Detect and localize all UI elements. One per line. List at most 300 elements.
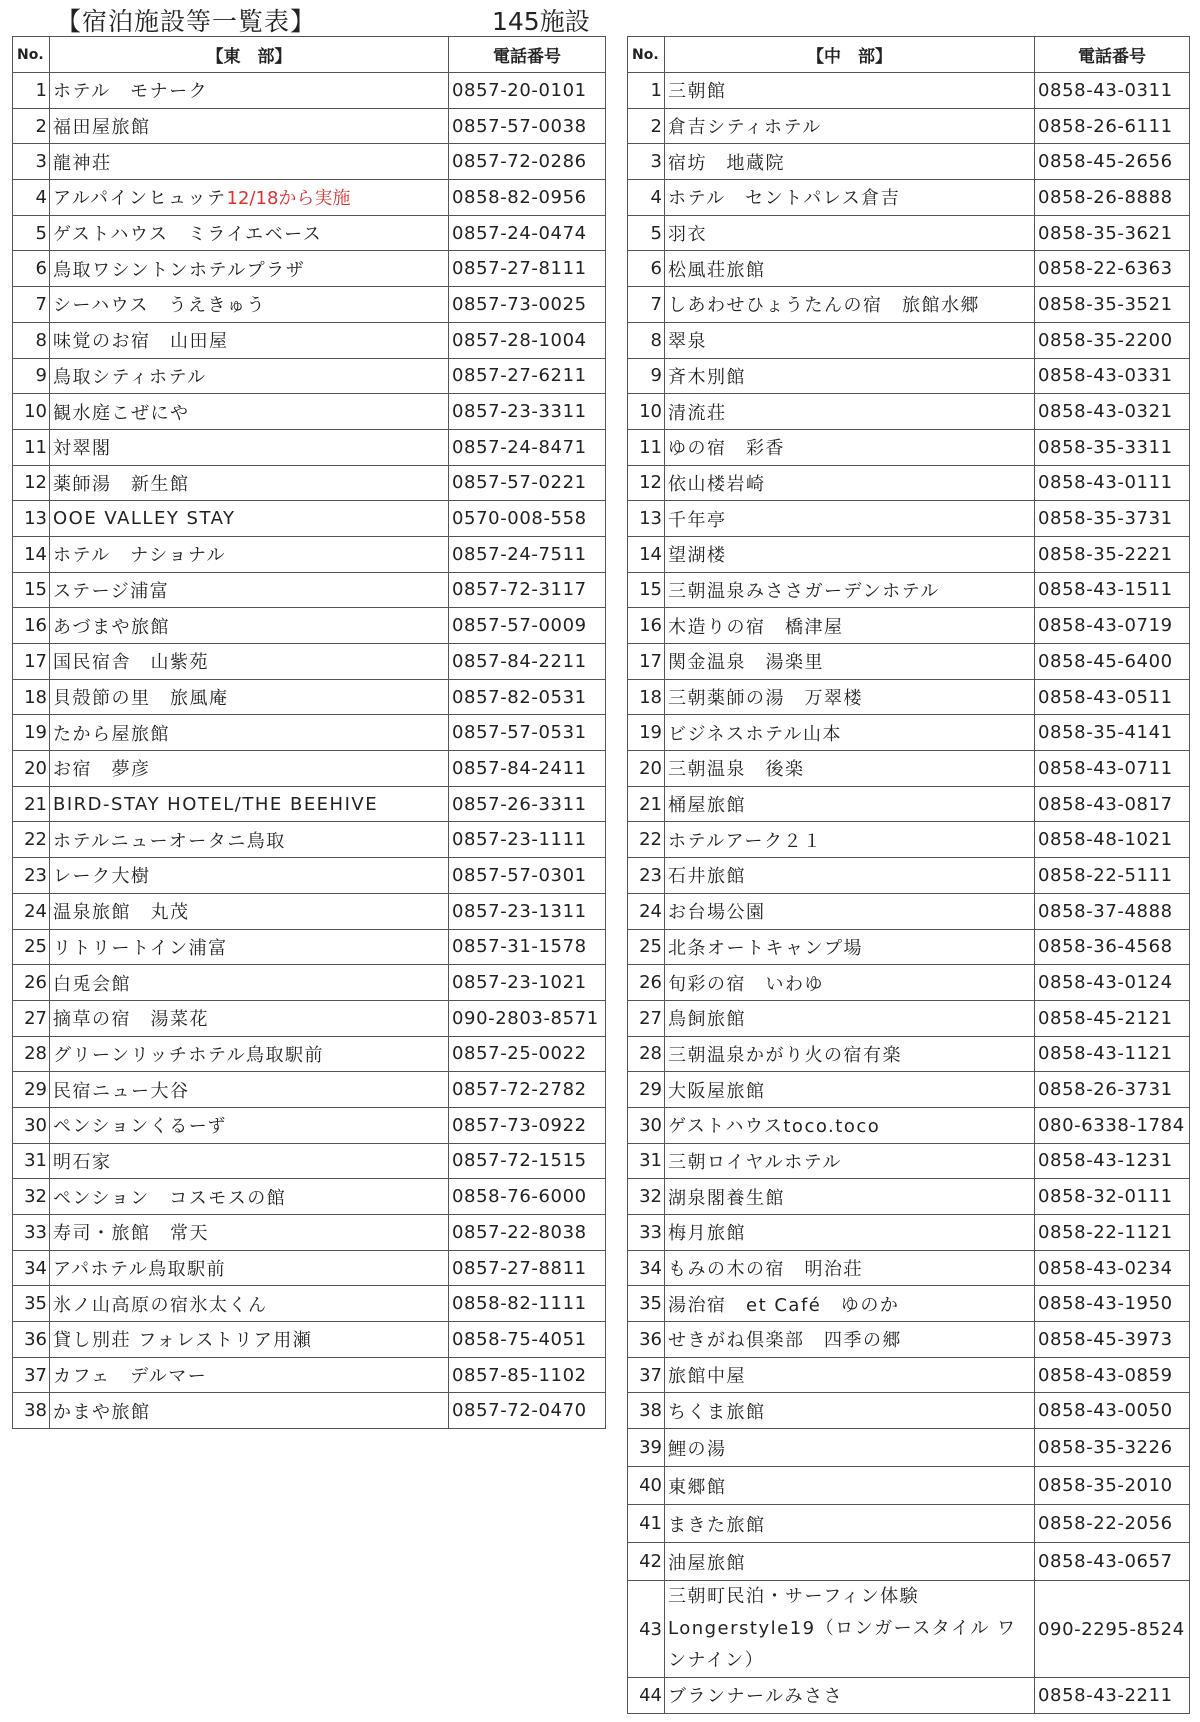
table-row: [628, 144, 1190, 180]
facility-name: 油屋旅館: [668, 1552, 746, 1574]
table-row: [13, 1179, 606, 1215]
facility-name-cell: [665, 1143, 1035, 1179]
facility-name-cell: [665, 858, 1035, 894]
table-row: [628, 751, 1190, 787]
facility-name: ゲストハウス ミライエベース: [53, 224, 323, 246]
row-number: 27: [13, 1000, 50, 1036]
facility-name: 三朝ロイヤルホテル: [668, 1151, 842, 1173]
facility-name-cell: [665, 251, 1035, 287]
facility-name: レーク大樹: [53, 866, 151, 888]
facility-name-cell: [50, 358, 449, 394]
facility-name-cell: [665, 358, 1035, 394]
table-row: [628, 1678, 1190, 1714]
row-number: 43: [628, 1581, 665, 1678]
table-row: [13, 501, 606, 537]
facility-name-cell: [50, 429, 449, 465]
table-row: [13, 1250, 606, 1286]
facility-name: ちくま旅館: [668, 1401, 766, 1423]
facility-name-cell: [50, 465, 449, 501]
facility-name-cell: [665, 536, 1035, 572]
phone-number: 0857-23-3311: [449, 394, 606, 430]
table-row: [13, 1286, 606, 1322]
facility-name: 三朝温泉 後楽: [668, 759, 805, 781]
row-number: 35: [628, 1286, 665, 1322]
row-number: 41: [628, 1505, 665, 1543]
facility-name: 三朝館: [668, 81, 727, 103]
facility-name-cell: [665, 287, 1035, 323]
facility-name-cell: [665, 715, 1035, 751]
facility-note: 12/18から実施: [226, 188, 351, 210]
table-row: [628, 501, 1190, 537]
row-number: 15: [13, 572, 50, 608]
phone-number: 0858-43-0111: [1035, 465, 1190, 501]
row-number: 12: [628, 465, 665, 501]
facility-name: 対翠閣: [53, 438, 112, 460]
facility-name: 望湖楼: [668, 545, 727, 567]
facility-name: ビジネスホテル山本: [668, 723, 843, 745]
phone-number: 0858-43-0234: [1035, 1250, 1190, 1286]
phone-number: 0857-23-1311: [449, 893, 606, 929]
facility-name-cell: [665, 73, 1035, 109]
facility-name: しあわせひょうたんの宿 旅館水郷: [668, 295, 980, 317]
facility-name-cell: [50, 608, 449, 644]
facility-name-cell: [665, 322, 1035, 358]
table-row: [13, 858, 606, 894]
table-row: [628, 644, 1190, 680]
facility-name-cell: [50, 1000, 449, 1036]
facility-name-cell: [50, 715, 449, 751]
facility-name-cell: [50, 751, 449, 787]
phone-number: 0857-25-0022: [449, 1036, 606, 1072]
phone-number: 0858-43-0050: [1035, 1393, 1190, 1429]
table-row: [628, 1250, 1190, 1286]
phone-number: 0858-43-1121: [1035, 1036, 1190, 1072]
phone-number: 0858-43-0711: [1035, 751, 1190, 787]
facility-name: 東郷館: [668, 1476, 727, 1498]
phone-number: 0858-35-3311: [1035, 429, 1190, 465]
table-row: [628, 822, 1190, 858]
facility-name-cell: [50, 858, 449, 894]
table-row: [628, 1179, 1190, 1215]
row-number: 26: [13, 965, 50, 1001]
facility-name-cell: [50, 572, 449, 608]
phone-number: 0858-43-0321: [1035, 394, 1190, 430]
table-row: [628, 394, 1190, 430]
phone-number: 0858-26-3731: [1035, 1072, 1190, 1108]
facility-name-cell: [665, 822, 1035, 858]
table-header-row: [13, 37, 606, 73]
facility-name-cell: [50, 1107, 449, 1143]
table-row: [628, 786, 1190, 822]
row-number: 5: [628, 215, 665, 251]
facility-name: 大阪屋旅館: [668, 1080, 766, 1102]
phone-number: 0857-84-2411: [449, 751, 606, 787]
row-number: 27: [628, 1000, 665, 1036]
table-row: [13, 822, 606, 858]
row-number: 10: [628, 394, 665, 430]
row-number: 32: [628, 1179, 665, 1215]
phone-number: 0857-73-0025: [449, 287, 606, 323]
facility-name: ステージ浦富: [53, 580, 170, 602]
table-row: [628, 679, 1190, 715]
row-number: 28: [13, 1036, 50, 1072]
table-row: [13, 215, 606, 251]
table-row: [628, 287, 1190, 323]
facility-name-cell: [665, 1072, 1035, 1108]
table-row: [13, 429, 606, 465]
facility-name-cell: [665, 1322, 1035, 1358]
table-header-row: [628, 37, 1190, 73]
row-number: 42: [628, 1543, 665, 1581]
facility-name-cell: [50, 251, 449, 287]
facility-name: 旅館中屋: [668, 1366, 746, 1388]
facility-name: ペンション コスモスの館: [53, 1187, 287, 1209]
phone-number: 0857-26-3311: [449, 786, 606, 822]
facility-name-cell: [665, 394, 1035, 430]
phone-number: 0570-008-558: [449, 501, 606, 537]
facility-name-cell: [50, 322, 449, 358]
row-number: 1: [13, 73, 50, 109]
facility-name: 石井旅館: [668, 866, 746, 888]
facility-name: アパホテル鳥取駅前: [53, 1259, 227, 1281]
phone-number: 0858-43-0657: [1035, 1543, 1190, 1581]
row-number: 7: [628, 287, 665, 323]
phone-number: 0858-43-0124: [1035, 965, 1190, 1001]
facility-name-cell: [665, 144, 1035, 180]
phone-number: 0858-82-1111: [449, 1286, 606, 1322]
phone-number: 0857-72-0470: [449, 1393, 606, 1429]
table-row: [628, 73, 1190, 109]
facility-name: 龍神荘: [53, 152, 112, 174]
facility-name-cell: [50, 965, 449, 1001]
row-number: 11: [628, 429, 665, 465]
table-row: [13, 1322, 606, 1358]
row-number: 18: [13, 679, 50, 715]
row-number: 19: [628, 715, 665, 751]
phone-number: 0858-22-2056: [1035, 1505, 1190, 1543]
row-number: 23: [628, 858, 665, 894]
phone-number: 0857-57-0038: [449, 108, 606, 144]
phone-number: 0857-22-8038: [449, 1215, 606, 1251]
facility-name: 国民宿舎 山紫苑: [53, 652, 209, 674]
phone-number: 0858-22-1121: [1035, 1215, 1190, 1251]
row-number: 15: [628, 572, 665, 608]
row-number: 17: [628, 644, 665, 680]
phone-number: 090-2295-8524: [1035, 1581, 1190, 1678]
phone-number: 0857-31-1578: [449, 929, 606, 965]
facility-name: 明石家: [53, 1151, 112, 1173]
row-number: 14: [628, 536, 665, 572]
phone-number: 0858-26-6111: [1035, 108, 1190, 144]
east-region-table: [12, 36, 606, 1429]
facility-name-cell: [50, 893, 449, 929]
phone-number: 0858-45-2656: [1035, 144, 1190, 180]
facility-name: もみの木の宿 明治荘: [668, 1259, 863, 1281]
facility-name-cell: [50, 1036, 449, 1072]
facility-name: 松風荘旅館: [668, 259, 766, 281]
table-row: [13, 929, 606, 965]
facility-name-cell: [665, 465, 1035, 501]
row-number: 36: [628, 1322, 665, 1358]
facility-name-cell: [665, 679, 1035, 715]
phone-number: 0857-57-0301: [449, 858, 606, 894]
central-region-table: [627, 36, 1190, 1714]
table-row: [13, 751, 606, 787]
header-region-east: 【東 部】: [50, 37, 449, 73]
table-row: [13, 644, 606, 680]
table-row: [628, 429, 1190, 465]
row-number: 9: [13, 358, 50, 394]
table-row: [628, 929, 1190, 965]
facility-name: お宿 夢彦: [53, 759, 151, 781]
facility-name: たから屋旅館: [53, 723, 170, 745]
row-number: 40: [628, 1467, 665, 1505]
row-number: 33: [628, 1215, 665, 1251]
phone-number: 0857-23-1111: [449, 822, 606, 858]
header-no: No.: [13, 37, 50, 73]
phone-number: 0857-82-0531: [449, 679, 606, 715]
table-row: [628, 1429, 1190, 1467]
phone-number: 0858-35-2221: [1035, 536, 1190, 572]
facility-name-cell: [665, 1000, 1035, 1036]
table-row: [628, 572, 1190, 608]
facility-name: 斉木別館: [668, 366, 746, 388]
row-number: 18: [628, 679, 665, 715]
header-no: No.: [628, 37, 665, 73]
table-row: [13, 1215, 606, 1251]
table-row: [628, 180, 1190, 216]
table-row: [628, 1072, 1190, 1108]
row-number: 16: [13, 608, 50, 644]
facility-name-cell: [665, 1467, 1035, 1505]
table-row: [628, 536, 1190, 572]
table-row: [628, 215, 1190, 251]
row-number: 21: [628, 786, 665, 822]
phone-number: 0857-73-0922: [449, 1107, 606, 1143]
facility-name-cell: [50, 501, 449, 537]
phone-number: 0857-57-0531: [449, 715, 606, 751]
table-row: [13, 465, 606, 501]
facility-name-cell: [665, 1581, 1035, 1678]
table-row: [628, 1393, 1190, 1429]
facility-name: アルパインヒュッテ: [53, 188, 227, 210]
row-number: 11: [13, 429, 50, 465]
facility-name-cell: [665, 1678, 1035, 1714]
facility-name-cell: [665, 1429, 1035, 1467]
row-number: 26: [628, 965, 665, 1001]
row-number: 19: [13, 715, 50, 751]
table-row: [13, 1107, 606, 1143]
row-number: 8: [13, 322, 50, 358]
phone-number: 0858-43-0331: [1035, 358, 1190, 394]
table-row: [628, 1036, 1190, 1072]
table-row: [628, 1543, 1190, 1581]
row-number: 37: [13, 1357, 50, 1393]
facility-name: 薬師湯 新生館: [53, 473, 190, 495]
header-tel: 電話番号: [449, 37, 606, 73]
facility-name: 旬彩の宿 いわゆ: [668, 973, 824, 995]
table-row: [13, 1393, 606, 1429]
phone-number: 0858-35-3731: [1035, 501, 1190, 537]
facility-name-cell: [665, 215, 1035, 251]
facility-name-cell: [665, 501, 1035, 537]
row-number: 9: [628, 358, 665, 394]
phone-number: 0858-43-0859: [1035, 1357, 1190, 1393]
facility-name: 梅月旅館: [668, 1223, 746, 1245]
row-number: 29: [628, 1072, 665, 1108]
facility-name: 湖泉閣養生館: [668, 1187, 785, 1209]
row-number: 34: [628, 1250, 665, 1286]
table-row: [13, 394, 606, 430]
phone-number: 0858-35-4141: [1035, 715, 1190, 751]
facility-name-cell: [50, 180, 449, 216]
facility-name-cell: [665, 751, 1035, 787]
facility-name: ホテルアーク２１: [668, 830, 823, 852]
row-number: 4: [13, 180, 50, 216]
row-number: 6: [13, 251, 50, 287]
facility-name: 三朝町民泊・サーフィン体験 Longerstyle19（ロンガースタイル ワンナイン）: [668, 1586, 1017, 1672]
table-row: [13, 1143, 606, 1179]
facility-name-cell: [50, 1286, 449, 1322]
facility-name-cell: [50, 73, 449, 109]
facility-count: 145施設: [492, 7, 590, 36]
facility-name: 観水庭こぜにや: [53, 402, 190, 424]
table-row: [628, 1286, 1190, 1322]
table-row: [628, 1215, 1190, 1251]
table-row: [628, 1143, 1190, 1179]
row-number: 44: [628, 1678, 665, 1714]
row-number: 35: [13, 1286, 50, 1322]
row-number: 3: [628, 144, 665, 180]
facility-name: 摘草の宿 湯菜花: [53, 1009, 209, 1031]
table-row: [628, 1000, 1190, 1036]
table-row: [13, 108, 606, 144]
facility-name: ホテル セントパレス倉吉: [668, 188, 901, 210]
facility-name: BIRD-STAY HOTEL/THE BEEHIVE: [53, 793, 379, 815]
table-row: [628, 358, 1190, 394]
facility-name: お台場公園: [668, 902, 766, 924]
facility-name: ゆの宿 彩香: [668, 438, 785, 460]
table-row: [13, 893, 606, 929]
facility-name: 鳥飼旅館: [668, 1009, 746, 1031]
row-number: 30: [13, 1107, 50, 1143]
phone-number: 0858-75-4051: [449, 1322, 606, 1358]
phone-number: 090-2803-8571: [449, 1000, 606, 1036]
phone-number: 0858-45-2121: [1035, 1000, 1190, 1036]
facility-name-cell: [50, 929, 449, 965]
facility-name: ペンションくるーず: [53, 1116, 227, 1138]
table-row: [628, 858, 1190, 894]
phone-number: 0857-24-7511: [449, 536, 606, 572]
facility-name: 翠泉: [668, 331, 707, 353]
facility-name-cell: [50, 1179, 449, 1215]
facility-name-cell: [50, 536, 449, 572]
table-row: [628, 1581, 1190, 1678]
row-number: 25: [13, 929, 50, 965]
phone-number: 0857-72-0286: [449, 144, 606, 180]
row-number: 7: [13, 287, 50, 323]
phone-number: 0857-28-1004: [449, 322, 606, 358]
table-row: [13, 287, 606, 323]
table-row: [13, 786, 606, 822]
table-row: [628, 1467, 1190, 1505]
row-number: 33: [13, 1215, 50, 1251]
row-number: 31: [628, 1143, 665, 1179]
table-row: [13, 1072, 606, 1108]
table-row: [13, 572, 606, 608]
phone-number: 0857-24-8471: [449, 429, 606, 465]
table-row: [628, 1107, 1190, 1143]
table-row: [628, 965, 1190, 1001]
title-row: [0, 0, 1200, 36]
row-number: 2: [628, 108, 665, 144]
phone-number: 0858-43-0719: [1035, 608, 1190, 644]
facility-name: 木造りの宿 橋津屋: [668, 616, 844, 638]
facility-name: OOE VALLEY STAY: [53, 508, 236, 530]
facility-name-cell: [665, 1543, 1035, 1581]
phone-number: 0858-76-6000: [449, 1179, 606, 1215]
facility-name-cell: [665, 893, 1035, 929]
facility-name: カフェ デルマー: [53, 1366, 208, 1388]
facility-name-cell: [665, 572, 1035, 608]
table-row: [13, 536, 606, 572]
row-number: 24: [13, 893, 50, 929]
facility-name-cell: [665, 429, 1035, 465]
facility-name-cell: [50, 144, 449, 180]
row-number: 22: [628, 822, 665, 858]
row-number: 31: [13, 1143, 50, 1179]
facility-name-cell: [665, 1036, 1035, 1072]
phone-number: 0857-24-0474: [449, 215, 606, 251]
table-row: [13, 608, 606, 644]
phone-number: 0858-22-5111: [1035, 858, 1190, 894]
facility-name-cell: [50, 108, 449, 144]
table-row: [13, 322, 606, 358]
row-number: 34: [13, 1250, 50, 1286]
phone-number: 0857-85-1102: [449, 1357, 606, 1393]
facility-name: ホテルニューオータニ鳥取: [53, 830, 286, 852]
facility-name: 羽衣: [668, 224, 707, 246]
phone-number: 0858-35-2010: [1035, 1467, 1190, 1505]
row-number: 20: [13, 751, 50, 787]
facility-name-cell: [665, 1107, 1035, 1143]
phone-number: 0858-26-8888: [1035, 180, 1190, 216]
phone-number: 0858-43-0311: [1035, 73, 1190, 109]
facility-name: 桶屋旅館: [668, 795, 746, 817]
phone-number: 0858-43-2211: [1035, 1678, 1190, 1714]
facility-name: あづまや旅館: [53, 616, 170, 638]
phone-number: 0858-43-1231: [1035, 1143, 1190, 1179]
table-row: [13, 144, 606, 180]
row-number: 25: [628, 929, 665, 965]
row-number: 16: [628, 608, 665, 644]
row-number: 8: [628, 322, 665, 358]
facility-name: 湯治宿 et Café ゆのか: [668, 1294, 900, 1316]
table-row: [13, 715, 606, 751]
phone-number: 0858-45-3973: [1035, 1322, 1190, 1358]
phone-number: 0858-48-1021: [1035, 822, 1190, 858]
row-number: 6: [628, 251, 665, 287]
facility-name-cell: [665, 1357, 1035, 1393]
facility-name-cell: [665, 1393, 1035, 1429]
row-number: 32: [13, 1179, 50, 1215]
row-number: 21: [13, 786, 50, 822]
facility-name: 民宿ニュー大谷: [53, 1080, 190, 1102]
facility-name: せきがね倶楽部 四季の郷: [668, 1330, 902, 1352]
facility-name-cell: [50, 1215, 449, 1251]
row-number: 5: [13, 215, 50, 251]
facility-name: 鯉の湯: [668, 1438, 727, 1460]
